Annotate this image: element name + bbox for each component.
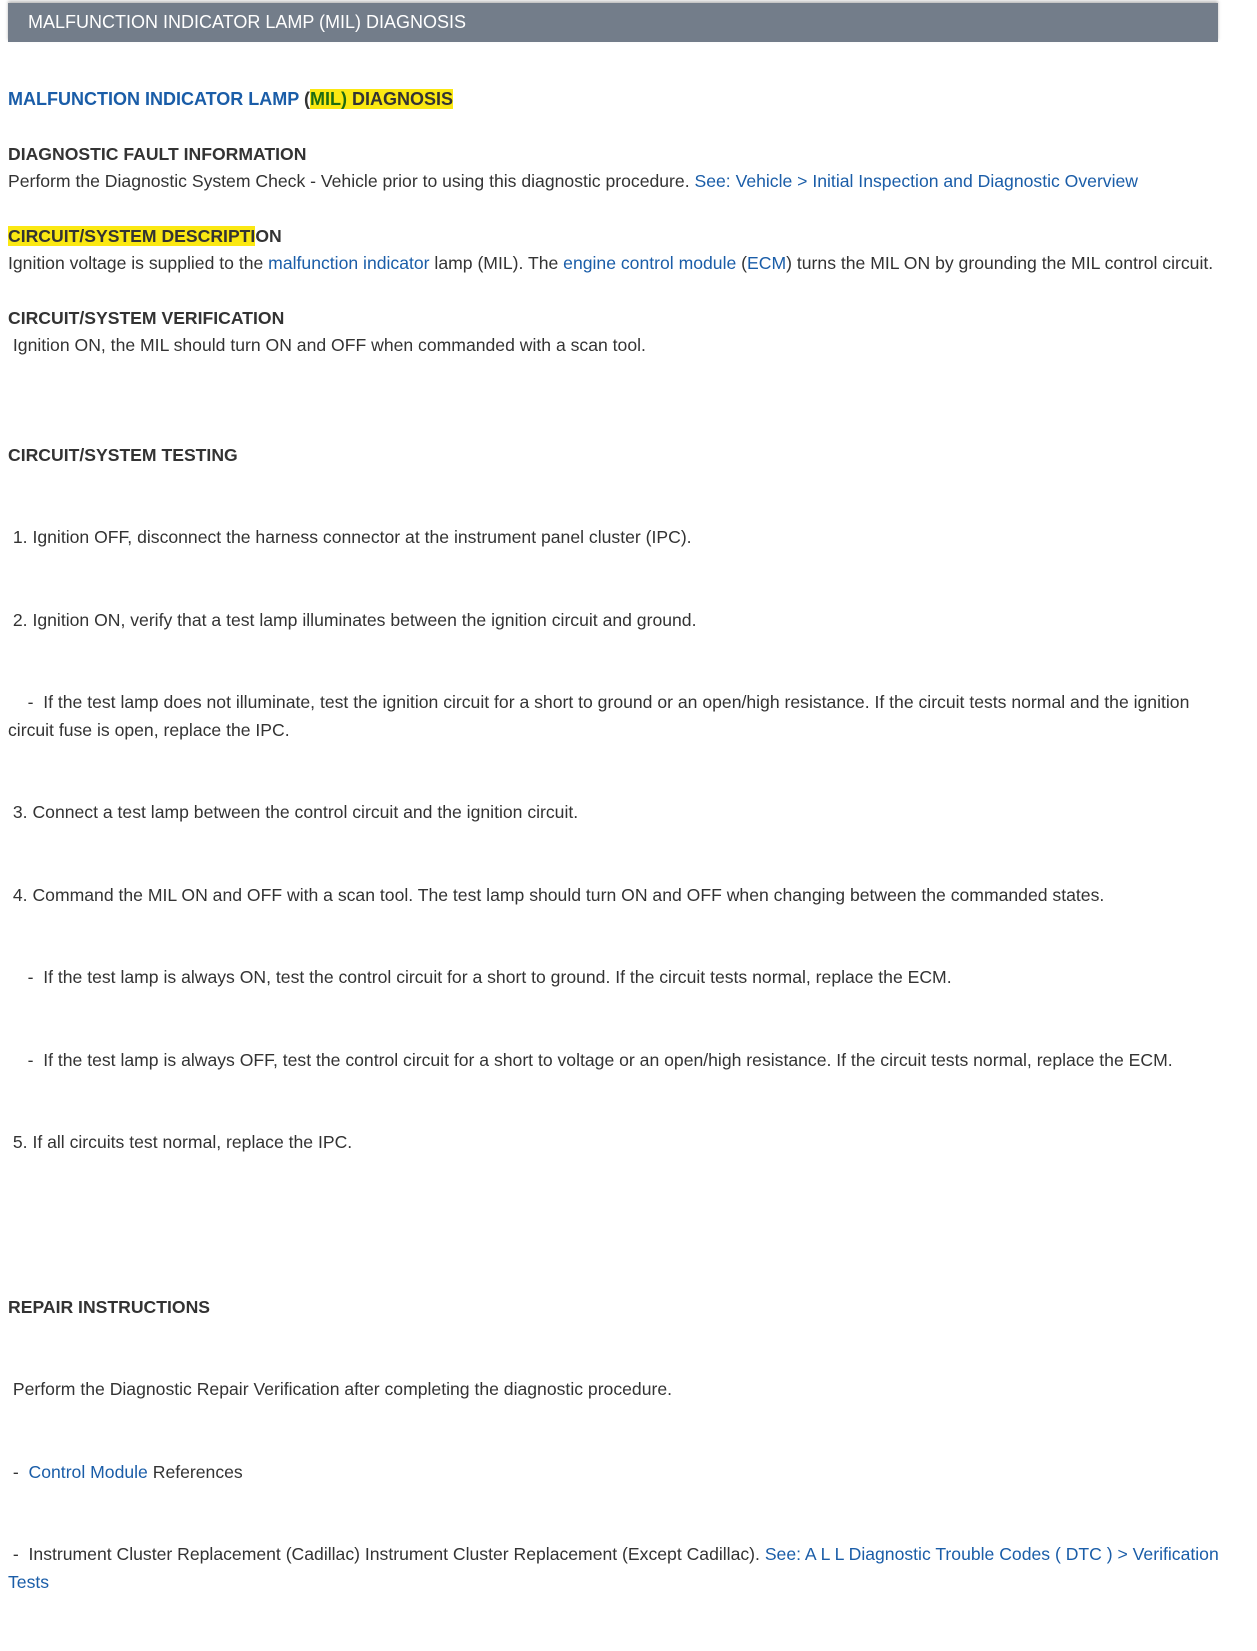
section-text: Ignition ON, the MIL should turn ON and OFF when commanded with a scan tool. <box>8 332 1223 360</box>
text: - <box>8 1462 29 1482</box>
title-diagnosis: DIAGNOSIS <box>347 89 453 109</box>
test-substep: - If the test lamp does not illuminate, test the ignition circuit for a short to ground or an open/high resistance. If the circuit tests normal and the ignition circuit fuse is open, replace the IPC. <box>8 689 1223 744</box>
section-description <box>8 223 1223 278</box>
test-substep: - If the test lamp is always OFF, test the control circuit for a short to voltage or an open/high resistance. If the circuit tests normal, replace the ECM. <box>8 1047 1223 1075</box>
title-text: MALFUNCTION INDICATOR LAMP <box>8 89 304 109</box>
title-paren: ( <box>304 89 310 109</box>
section-repair <box>8 1239 1223 1651</box>
test-step: 1. Ignition OFF, disconnect the harness connector at the instrument panel cluster (IPC). <box>8 524 1223 552</box>
title-highlight <box>310 89 453 109</box>
section-testing <box>8 387 1223 1212</box>
test-step: 5. If all circuits test normal, replace the IPC. <box>8 1129 1223 1157</box>
section-text <box>8 168 1223 196</box>
vehicle-inspection-link[interactable]: See: Vehicle > Initial Inspection and Diagnostic Overview <box>694 171 1138 191</box>
text: - Instrument Cluster Replacement (Cadillac) Instrument Cluster Replacement (Except Cadillac). <box>8 1544 765 1564</box>
text: Ignition voltage is supplied to the <box>8 253 268 273</box>
heading-rest: ON <box>255 226 281 246</box>
test-step: 3. Connect a test lamp between the control circuit and the ignition circuit. <box>8 799 1223 827</box>
test-substep: - If the test lamp is always ON, test the control circuit for a short to ground. If the circuit tests normal, replace the ECM. <box>8 964 1223 992</box>
section-text: Perform the Diagnostic Repair Verification after completing the diagnostic procedure. <box>8 1376 1223 1404</box>
section-heading: CIRCUIT/SYSTEM VERIFICATION <box>8 305 1223 333</box>
section-heading: DIAGNOSTIC FAULT INFORMATION <box>8 141 1223 169</box>
engine-control-module-link[interactable]: engine control module <box>563 253 736 273</box>
section-fault-info <box>8 141 1223 196</box>
section-heading: CIRCUIT/SYSTEM TESTING <box>8 442 1223 470</box>
text: References <box>148 1462 243 1482</box>
test-step: 2. Ignition ON, verify that a test lamp illuminates between the ignition circuit and ground. <box>8 607 1223 635</box>
heading-highlight: CIRCUIT/SYSTEM DESCRIPTI <box>8 226 255 246</box>
text: lamp (MIL). The <box>430 253 564 273</box>
text: ) turns the MIL ON by grounding the MIL control circuit. <box>786 253 1213 273</box>
section-text <box>8 250 1223 278</box>
repair-item <box>8 1541 1223 1596</box>
title-mil: MIL) <box>310 89 347 109</box>
page-header-bar <box>8 3 1218 42</box>
section-heading: REPAIR INSTRUCTIONS <box>8 1294 1223 1322</box>
text: ( <box>736 253 747 273</box>
control-module-link[interactable]: Control Module <box>29 1462 148 1482</box>
text: Perform the Diagnostic System Check - Vehicle prior to using this diagnostic procedure. <box>8 171 694 191</box>
header-title: MALFUNCTION INDICATOR LAMP (MIL) DIAGNOSIS <box>28 12 466 32</box>
verification-tests-link[interactable]: See: A L L Diagnostic Trouble Codes ( DTC ) > Verification Tests <box>8 1544 1223 1592</box>
ecm-link[interactable]: ECM <box>747 253 786 273</box>
section-verification <box>8 305 1223 360</box>
repair-item <box>8 1459 1223 1487</box>
test-step: 4. Command the MIL ON and OFF with a scan tool. The test lamp should turn ON and OFF when changing between the commanded states. <box>8 882 1223 910</box>
section-heading <box>8 223 1223 251</box>
malfunction-indicator-link[interactable]: malfunction indicator <box>268 253 429 273</box>
document-body <box>8 86 1223 1651</box>
document-title <box>8 86 1223 114</box>
